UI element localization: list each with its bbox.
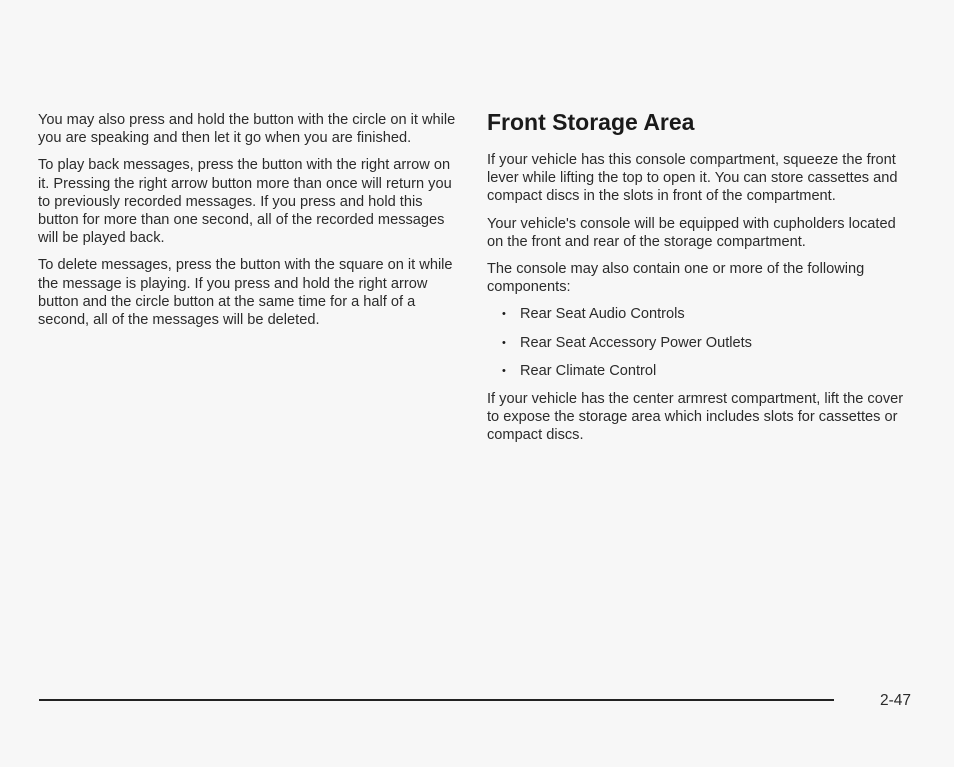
paragraph-cupholders: Your vehicle's console will be equipped with cupholders located on the front and rear of the storage compartment. xyxy=(487,215,896,250)
left-column xyxy=(38,111,463,338)
paragraph-console-compartment: If your vehicle has this console compartment, squeeze the front lever while lifting the top to open it. You can store cassettes and compact discs in the slots in front of the compartment. xyxy=(487,152,898,205)
bullet-icon: • xyxy=(502,308,506,321)
list-item xyxy=(487,334,912,352)
page-number: 2-47 xyxy=(880,692,912,709)
list-item-label: Rear Seat Accessory Power Outlets xyxy=(520,334,752,351)
footer-divider xyxy=(39,699,834,701)
paragraph-play-back: To play back messages, press the button with the right arrow on it. Pressing the right arrow button more than once will return you to previously recorded messages. If you press and hold this button for more than one second, all of the recorded messages will be played back. xyxy=(38,157,452,247)
list-item-label: Rear Climate Control xyxy=(520,362,657,379)
bullet-icon: • xyxy=(502,336,506,349)
components-list xyxy=(487,305,912,380)
list-item xyxy=(487,362,912,380)
list-item xyxy=(487,305,912,323)
paragraph-record-hold: You may also press and hold the button with the circle on it while you are speaking and then let it go when you are finished. xyxy=(38,112,456,147)
list-item-label: Rear Seat Audio Controls xyxy=(520,306,685,323)
paragraph-components-intro: The console may also contain one or more of the following components: xyxy=(487,261,865,296)
section-heading: Front Storage Area xyxy=(487,109,695,135)
paragraph-delete: To delete messages, press the button with the square on it while the message is playing. If you press and hold the right arrow button and the circle button at the same time for a half of a second, all of the messages will be deleted. xyxy=(38,257,453,329)
paragraph-armrest: If your vehicle has the center armrest compartment, lift the cover to expose the storage area which includes slots for cassettes or compact discs. xyxy=(487,391,904,444)
bullet-icon: • xyxy=(502,364,506,377)
right-column xyxy=(487,108,912,454)
